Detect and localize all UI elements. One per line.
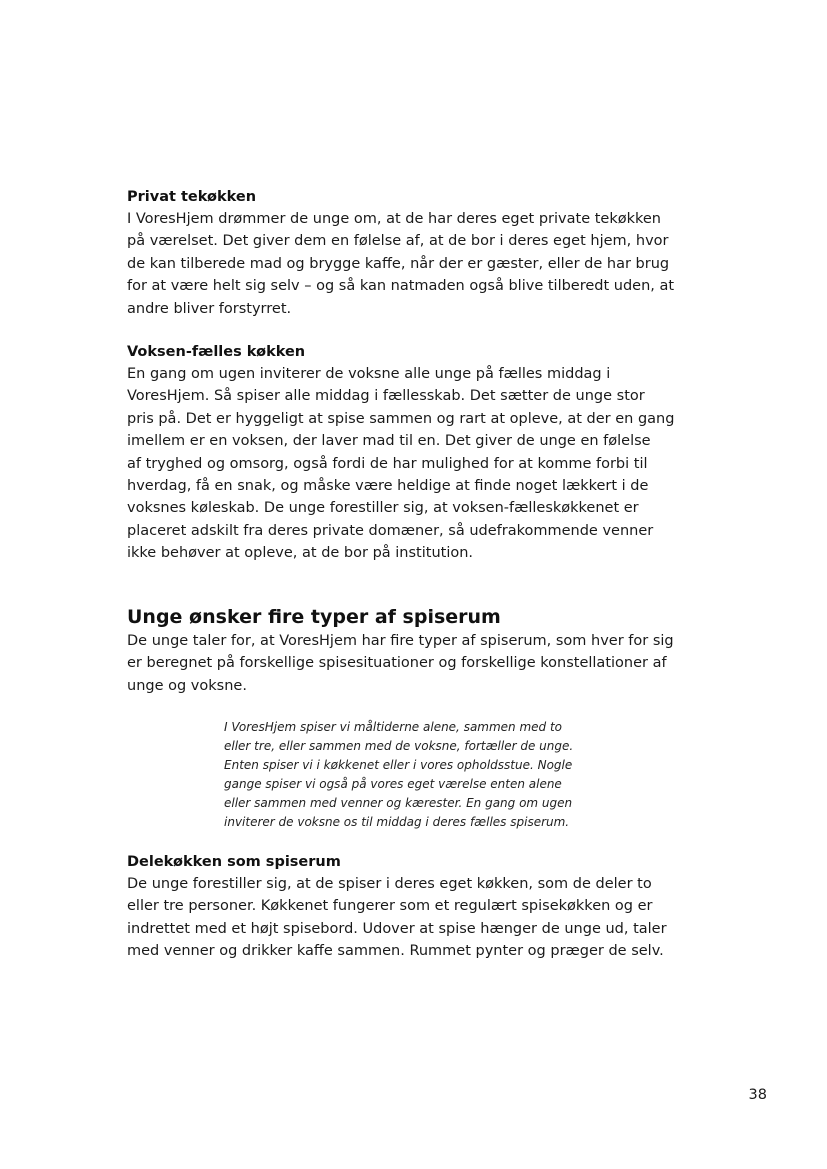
subheading-adult-kitchen: Voksen-fælles køkken xyxy=(127,344,306,360)
text-line: unge og voksne. xyxy=(127,677,247,694)
paragraph-four-dining-rooms xyxy=(127,630,727,697)
text-line: ikke behøver at opleve, at de bor på institution. xyxy=(127,545,474,562)
paragraph-adult-kitchen xyxy=(127,363,727,565)
text-line: er beregnet på forskellige spisesituationer og forskellige konstellationer af xyxy=(127,655,667,672)
text-line: En gang om ugen inviterer de voksne alle unge på fælles middag i xyxy=(127,366,611,382)
text-line: De unge taler for, at VoresHjem har fire typer af spiserum, som hver for sig xyxy=(127,633,674,649)
text-line: pris på. Det er hyggeligt at spise sammen og rart at opleve, at der en gang xyxy=(127,410,675,427)
text-line: andre bliver forstyrret. xyxy=(127,300,292,317)
quote-line: Enten spiser vi i køkkenet eller i vores opholdsstue. Nogle xyxy=(224,757,573,772)
text-line: placeret adskilt fra deres private domæner, så udefrakommende venner xyxy=(127,522,654,539)
text-line: af tryghed og omsorg, også fordi de har mulighed for at komme forbi til xyxy=(127,455,648,472)
text-line: voksnes køleskab. De unge forestiller sig, at voksen-fælleskøkkenet er xyxy=(127,500,639,517)
text-line: indrettet med et højt spisebord. Udover at spise hænger de unge ud, taler xyxy=(127,920,667,937)
page-number: 38 xyxy=(748,1087,767,1103)
text-line: eller tre personer. Køkkenet fungerer som et regulært spisekøkken og er xyxy=(127,898,653,915)
text-line: imellem er en voksen, der laver mad til en. Det giver de unge en følelse xyxy=(127,433,651,450)
quote-line: inviterer de voksne os til middag i deres fælles spiserum. xyxy=(224,814,570,829)
subheading-shared-kitchen: Delekøkken som spiserum xyxy=(127,854,341,870)
section-four-dining-rooms xyxy=(127,604,727,697)
quote-line: eller tre, eller sammen med de voksne, fortæller de unge. xyxy=(224,738,574,753)
section-heading-four-dining-rooms: Unge ønsker fire typer af spiserum xyxy=(127,606,501,628)
text-line: I VoresHjem drømmer de unge om, at de har deres eget private tekøkken xyxy=(127,211,661,227)
quote-line: gange spiser vi også på vores eget værelse enten alene xyxy=(224,776,562,791)
text-line: de kan tilberede mad og brygge kaffe, når der er gæster, eller de har brug xyxy=(127,255,670,272)
quote-line: eller sammen med venner og kærester. En gang om ugen xyxy=(224,795,573,810)
paragraph-private-kitchen xyxy=(127,208,727,320)
text-line: for at være helt sig selv – og så kan natmaden også blive tilberedt uden, at xyxy=(127,278,675,295)
quote-line: I VoresHjem spiser vi måltiderne alene, sammen med to xyxy=(224,720,563,734)
section-private-kitchen xyxy=(127,186,727,320)
text-line: hverdag, få en snak, og måske være heldige at finde noget lækkert i de xyxy=(127,478,649,495)
pull-quote xyxy=(224,718,644,831)
text-line: på værelset. Det giver dem en følelse af, at de bor i deres eget hjem, hvor xyxy=(127,233,669,250)
text-line: De unge forestiller sig, at de spiser i deres eget køkken, som de deler to xyxy=(127,876,652,892)
section-adult-kitchen xyxy=(127,341,727,565)
subheading-private-kitchen: Privat tekøkken xyxy=(127,189,257,205)
paragraph-shared-kitchen xyxy=(127,873,727,963)
text-line: VoresHjem. Så spiser alle middag i fællesskab. Det sætter de unge stor xyxy=(127,388,645,405)
text-line: med venner og drikker kaffe sammen. Rummet pynter og præger de selv. xyxy=(127,943,664,960)
section-shared-kitchen xyxy=(127,851,727,963)
